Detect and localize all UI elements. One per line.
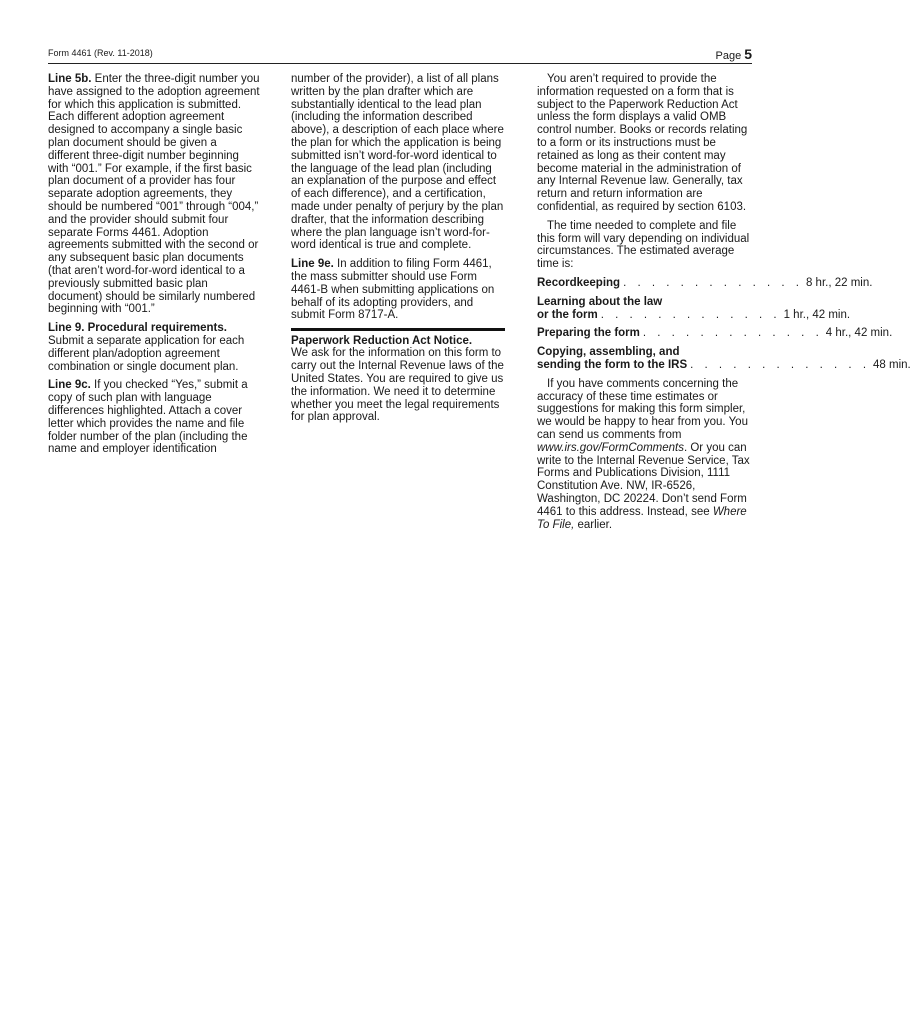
line-9c-heading: Line 9c. bbox=[48, 379, 91, 392]
line-9-heading: Line 9. Procedural requirements. bbox=[48, 322, 227, 335]
column-2 bbox=[291, 73, 505, 430]
line-5b-heading: Line 5b. bbox=[48, 73, 92, 85]
line-9-paragraph: Line 9. Procedural requirements. Submit a separate application for each different plan/adoption agreement combination or single document plan. bbox=[48, 322, 245, 373]
dot-leader: . . . . . . . . . . . . . bbox=[642, 327, 823, 340]
dot-leader: . . . . . . . . . . . . . bbox=[690, 358, 871, 371]
pra-heading: Paperwork Reduction Act Notice. bbox=[291, 334, 473, 347]
time-row-copying: Copying, assembling, and sending the form to the IRS . . . . . . . . . . . . . 48 min. bbox=[537, 346, 911, 371]
comments-paragraph: If you have comments concerning the accuracy of these time estimates or suggestions for making this form simpler, we would be happy to hear from you. You can send us comments from www.irs.gov/FormComments. Or you can write to the Internal Revenue Service, Tax Forms and Publications Division, 1111 Constitution Ave. NW, IR-6526, Washington, DC 20224. Don’t send Form 4461 to this address. Instead, see Where To File, earlier. bbox=[537, 377, 750, 531]
line-9e-heading: Line 9e. bbox=[291, 258, 334, 271]
form-comments-link: www.irs.gov/FormComments bbox=[537, 441, 684, 454]
column-3 bbox=[537, 73, 911, 537]
line-9e-paragraph: Line 9e. In addition to filing Form 4461, the mass submitter should use Form 4461-B when submitting applications on behalf of its adopting providers, and submit Form 8717-A. bbox=[291, 258, 495, 322]
dot-leader: . . . . . . . . . . . . . bbox=[600, 308, 781, 321]
dot-leader: . . . . . . . . . . . . . bbox=[623, 276, 803, 289]
line-5b-paragraph: Line 5b. Enter the three-digit number you have assigned to the adoption agreement for which this application is submitted. Each different adoption agreement designed to accompany a single basic plan document should be given a different three-digit number beginning with “001.” For example, if the first basic plan document of a provider has four separate adoption agreements, they should be numbered “001” through “004,” and the provider should submit four separate Forms 4461. Adoption agreements submitted with the second or any subsequent basic plan documents (that aren’t word-for-word identical to a previously submitted basic plan document) should be similarly numbered beginning with “001.” bbox=[48, 73, 260, 316]
line-9c-continued: number of the provider), a list of all plans written by the plan drafter which are substantially identical to the lead plan (including the information described above), a description of each place where the plan for which the application is being submitted isn’t word-for-word identical to the language of the lead plan (including an explanation of the purpose and effect of each difference), and a certification, made under penalty of perjury by the plan drafter, that the information describing where the plan language isn’t word-for-word identical is true and complete. bbox=[291, 73, 504, 252]
section-divider bbox=[291, 328, 505, 331]
line-9c-paragraph: Line 9c. If you checked “Yes,” submit a copy of such plan with language differences highlighted. Attach a cover letter which provides the name and file folder number of the plan (including the name and employer identification bbox=[48, 379, 248, 456]
page-number: 5 bbox=[744, 46, 752, 62]
time-estimate-paragraph: The time needed to complete and file this form will vary depending on individual circumstances. The estimated average time is: bbox=[537, 219, 750, 271]
where-to-file-ref: Where To File, bbox=[537, 505, 747, 531]
pra-paragraph: We ask for the information on this form to carry out the Internal Revenue laws of the United States. You are required to give us the information. We need it to determine whether you meet the legal requirements for plan approval. bbox=[291, 347, 504, 424]
time-row-preparing: Preparing the form . . . . . . . . . . . . . 4 hr., 42 min. bbox=[537, 327, 893, 340]
column-1 bbox=[48, 73, 260, 462]
time-row-learning: Learning about the law or the form . . . . . . . . . . . . . 1 hr., 42 min. bbox=[537, 295, 851, 321]
time-row-recordkeeping: Recordkeeping . . . . . . . . . . . . . 8 hr., 22 min. bbox=[537, 276, 873, 289]
page-label: Page 5 bbox=[715, 46, 752, 62]
page-header bbox=[48, 44, 752, 62]
header-rule bbox=[48, 63, 752, 64]
form-id: Form 4461 (Rev. 11-2018) bbox=[48, 48, 153, 58]
omb-paragraph: You aren’t required to provide the information requested on a form that is subject to the Paperwork Reduction Act unless the form displays a valid OMB control number. Books or records relating to a form or its instructions must be retained as long as their content may become material in the administration of any Internal Revenue law. Generally, tax return and return information are confidential, as required by section 6103. bbox=[537, 73, 748, 213]
